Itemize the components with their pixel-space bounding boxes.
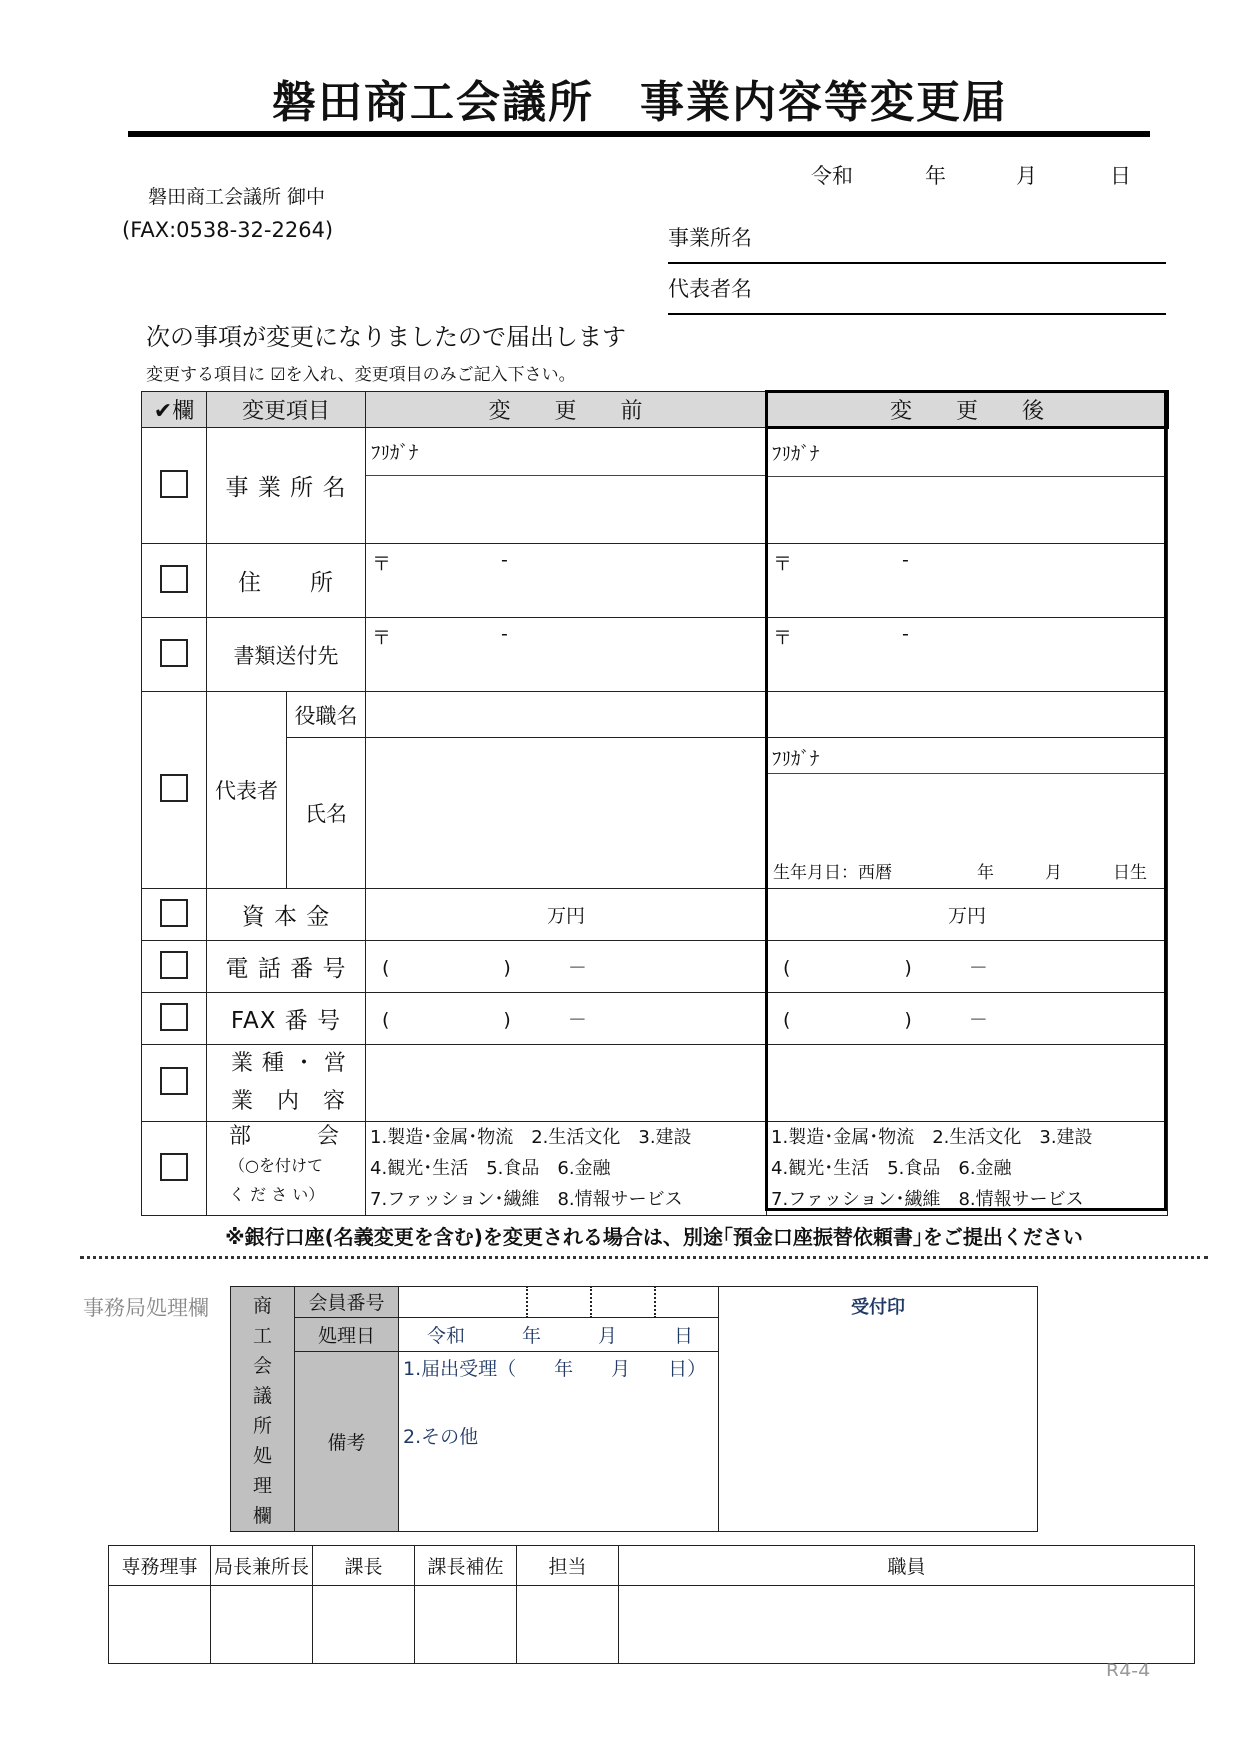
division-after[interactable] — [767, 1122, 1168, 1216]
change-form-table — [141, 390, 1169, 1216]
addressee-fax: (FAX:0538-32-2264) — [122, 218, 334, 242]
division-option-line1: 1.製造･金属･物流 2.生活文化 3.建設 — [771, 1127, 1093, 1148]
applicant-office-field[interactable] — [668, 222, 1166, 264]
approval-staff: 職員 — [619, 1546, 1195, 1586]
divider — [366, 475, 766, 476]
date-era: 令和 — [811, 164, 853, 188]
row-label-phone: 電 話 番 号 — [207, 941, 366, 993]
checkbox-cell — [142, 618, 207, 692]
office-use-label: 事務局処理欄 — [83, 1296, 209, 1320]
member-number-cell-4[interactable] — [655, 1287, 719, 1318]
reception-stamp-label: 受付印 — [851, 1297, 905, 1318]
rep-name-before[interactable] — [366, 738, 767, 889]
phone-checkbox[interactable] — [160, 951, 188, 979]
business-label-line1: 業 種 ・ 営 — [231, 1051, 347, 1076]
date-year: 年 — [925, 164, 946, 188]
postal-mark: 〒 — [372, 553, 392, 575]
row-label-representative: 代表者 — [207, 692, 287, 889]
mailing-checkbox[interactable] — [160, 639, 188, 667]
checkbox-cell — [142, 1122, 207, 1216]
postal-dash: - — [501, 549, 508, 571]
postal-dash: - — [902, 623, 909, 645]
division-option-line3: 7.ファッション･繊維 8.情報サービス — [370, 1189, 683, 1210]
row-label-address: 住 所 — [207, 544, 366, 618]
divider — [767, 476, 1167, 477]
checkbox-cell — [142, 993, 207, 1045]
postal-mark: 〒 — [372, 627, 392, 649]
approval-section-chief: 課長 — [313, 1546, 415, 1586]
header-item: 変更項目 — [207, 392, 366, 428]
mailing-before[interactable] — [366, 618, 767, 692]
furigana-label: ﾌﾘｶﾞﾅ — [772, 443, 820, 465]
fax-checkbox[interactable] — [160, 1003, 188, 1031]
mailing-after[interactable] — [767, 618, 1168, 692]
postal-mark: 〒 — [773, 553, 793, 575]
postal-dash: - — [501, 623, 508, 645]
checkbox-cell — [142, 692, 207, 889]
division-label-line2: （○を付けて — [229, 1156, 323, 1175]
remark-other: 2.その他 — [403, 1426, 479, 1449]
division-label-line3: く だ さ い） — [229, 1185, 325, 1204]
division-option-line3: 7.ファッション･繊維 8.情報サービス — [771, 1189, 1084, 1210]
member-number-label: 会員番号 — [295, 1287, 399, 1318]
row-label-business — [207, 1045, 366, 1122]
row-label-office-name: 事 業 所 名 — [207, 428, 366, 544]
stamp-box[interactable] — [415, 1586, 517, 1664]
capital-checkbox[interactable] — [160, 899, 188, 927]
row-label-rep-name: 氏名 — [287, 738, 366, 889]
row-label-rep-title: 役職名 — [287, 692, 366, 738]
birth-date-label: 生年月日：西暦 年 月 日生 — [773, 863, 1148, 883]
office-name-after[interactable] — [767, 428, 1168, 544]
row-label-fax: FAX 番 号 — [207, 993, 366, 1045]
reception-stamp-area[interactable] — [719, 1287, 1038, 1532]
phone-before[interactable]: ( ) － — [366, 941, 767, 993]
row-label-capital: 資 本 金 — [207, 889, 366, 941]
address-before[interactable] — [366, 544, 767, 618]
rep-title-before[interactable] — [366, 692, 767, 738]
page-title: 磐田商工会議所 事業内容等変更届 — [272, 77, 1008, 128]
addressee-name: 磐田商工会議所 御中 — [148, 186, 326, 208]
business-label-line2: 業 内 容 — [231, 1089, 347, 1114]
representative-checkbox[interactable] — [160, 774, 188, 802]
stamp-box[interactable] — [211, 1586, 313, 1664]
capital-unit: 万円 — [948, 905, 987, 927]
stamp-box[interactable] — [517, 1586, 619, 1664]
division-option-line1: 1.製造･金属･物流 2.生活文化 3.建設 — [370, 1127, 692, 1148]
header-check: ✔欄 — [142, 392, 207, 428]
process-date-value[interactable]: 令和 年 月 日 — [399, 1317, 719, 1352]
business-after[interactable] — [767, 1045, 1168, 1122]
office-vertical-label: 商 工 会 議 所 処 理 欄 — [231, 1287, 295, 1532]
row-label-mailing: 書類送付先 — [207, 618, 366, 692]
capital-after[interactable] — [767, 889, 1168, 941]
applicant-representative-field[interactable] — [668, 273, 1166, 315]
stamp-box[interactable] — [313, 1586, 415, 1664]
remark-receipt: 1.届出受理（ 年 月 日） — [403, 1358, 707, 1381]
checkbox-cell — [142, 1045, 207, 1122]
division-before[interactable] — [366, 1122, 767, 1216]
remarks-label: 備考 — [295, 1352, 399, 1532]
postal-dash: - — [902, 549, 909, 571]
fax-before[interactable]: ( ) － — [366, 993, 767, 1045]
office-name-before[interactable] — [366, 428, 767, 544]
member-number-cell-2[interactable] — [527, 1287, 591, 1318]
checkbox-cell — [142, 428, 207, 544]
approval-table — [108, 1545, 1195, 1664]
furigana-label: ﾌﾘｶﾞﾅ — [772, 748, 820, 770]
capital-before[interactable] — [366, 889, 767, 941]
form-code: R4-4 — [1106, 1660, 1151, 1676]
title-underline — [128, 131, 1150, 137]
date-month: 月 — [1016, 164, 1037, 188]
remarks-area[interactable] — [399, 1352, 719, 1532]
division-checkbox[interactable] — [160, 1153, 188, 1181]
phone-after[interactable]: ( ) － — [767, 941, 1168, 993]
header-before: 変 更 前 — [366, 392, 767, 428]
checkbox-cell — [142, 941, 207, 993]
furigana-label: ﾌﾘｶﾞﾅ — [371, 442, 419, 464]
applicant-office-label: 事業所名 — [668, 226, 752, 250]
division-option-line2: 4.観光･生活 5.食品 6.金融 — [370, 1158, 611, 1179]
office-name-checkbox[interactable] — [160, 470, 188, 498]
rep-title-after[interactable] — [767, 692, 1168, 738]
applicant-representative-label: 代表者名 — [668, 277, 752, 301]
cut-line — [80, 1256, 1208, 1259]
business-before[interactable] — [366, 1045, 767, 1122]
checkbox-cell — [142, 889, 207, 941]
member-number-cell-3[interactable] — [591, 1287, 655, 1318]
rep-name-after[interactable] — [767, 738, 1168, 889]
business-checkbox[interactable] — [160, 1067, 188, 1095]
approval-person-in-charge: 担当 — [517, 1546, 619, 1586]
capital-unit: 万円 — [547, 905, 586, 927]
address-after[interactable] — [767, 544, 1168, 618]
instruction-text: 変更する項目に ☑を入れ、変更項目のみご記入下さい。 — [146, 365, 576, 385]
address-checkbox[interactable] — [160, 565, 188, 593]
approval-executive-director: 専務理事 — [109, 1546, 211, 1586]
row-label-division — [207, 1122, 366, 1216]
stamp-box[interactable] — [619, 1586, 1195, 1664]
process-date-label: 処理日 — [295, 1317, 399, 1352]
checkbox-cell — [142, 544, 207, 618]
stamp-box[interactable] — [109, 1586, 211, 1664]
approval-bureau-chief: 局長兼所長 — [211, 1546, 313, 1586]
division-option-line2: 4.観光･生活 5.食品 6.金融 — [771, 1158, 1012, 1179]
notice-text: 次の事項が変更になりましたので届出します — [146, 323, 626, 351]
division-label-line1: 部 会 — [229, 1124, 340, 1149]
fax-after[interactable]: ( ) － — [767, 993, 1168, 1045]
header-after: 変 更 後 — [767, 392, 1168, 428]
member-number-cell-1[interactable] — [399, 1287, 527, 1318]
office-processing-table — [230, 1286, 1038, 1532]
date-day: 日 — [1110, 164, 1131, 188]
divider — [767, 773, 1167, 774]
approval-assistant-chief: 課長補佐 — [415, 1546, 517, 1586]
bank-account-note: ※銀行口座(名義変更を含む)を変更される場合は、別途｢預金口座振替依頼書｣をご提出ください — [225, 1225, 1083, 1249]
postal-mark: 〒 — [773, 627, 793, 649]
